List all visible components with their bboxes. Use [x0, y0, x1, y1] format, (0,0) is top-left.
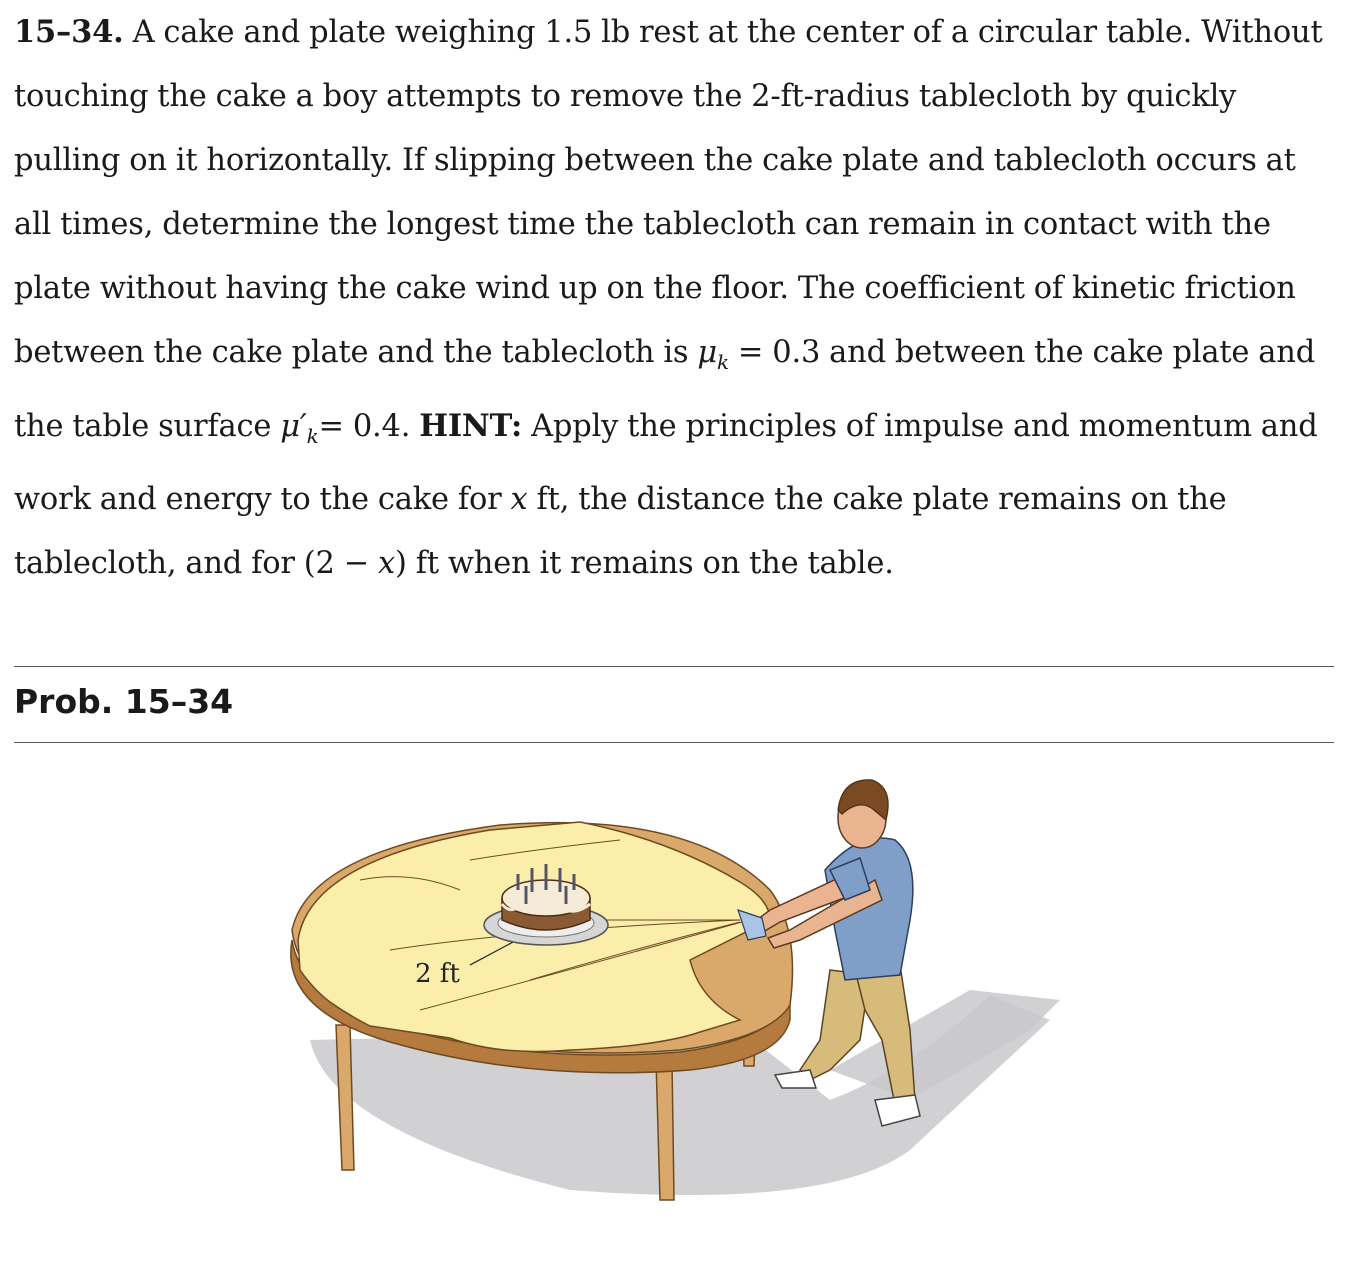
hint-text-1: Apply the principles of impulse and momentum and work and energy to the cake for [14, 409, 1318, 518]
problem-number: 15–34. [14, 14, 124, 50]
mu-k-prime-value: = 0.4. [318, 409, 411, 445]
hint-var-x: x [510, 482, 528, 518]
radius-label: 2 ft [415, 959, 460, 989]
hint-label: HINT: [419, 408, 523, 445]
table-leg-left [336, 1025, 354, 1170]
problem-text-between: and between the cake plate and the table surface [14, 335, 1316, 445]
table-leg-front [656, 1060, 674, 1200]
mu-k-value: = 0.3 [737, 335, 821, 370]
hint-text-2: ft, the distance the cake plate remains on the tablecloth, and for [14, 482, 1227, 582]
problem-statement [14, 0, 1339, 596]
mu-k-symbol: $\mu_k$ [697, 335, 729, 375]
mu-k-prime-symbol: $\mu'_k$ [280, 409, 319, 449]
hint-text-3: ft when it remains on the table. [415, 546, 894, 582]
figure-illustration [270, 770, 1070, 1210]
figure-caption: Prob. 15–34 [14, 682, 234, 721]
problem-text: A cake and plate weighing 1.5 lb rest at the center of a circular table. Without touching the cake a boy attempts to remove the 2-ft-radius tablecloth by quickly pulling on it horizontally. If slipping between the cake plate and tablecloth occurs at all times, determine the longest time the tablecloth can remain in contact with the plate without having the cake wind up on the floor. The coefficient of kinetic friction between the cake plate and the tablecloth is [14, 15, 1323, 370]
hint-expr: (2 − x) [303, 546, 407, 582]
caption-rule-top [14, 666, 1334, 667]
caption-rule-bottom [14, 742, 1334, 743]
